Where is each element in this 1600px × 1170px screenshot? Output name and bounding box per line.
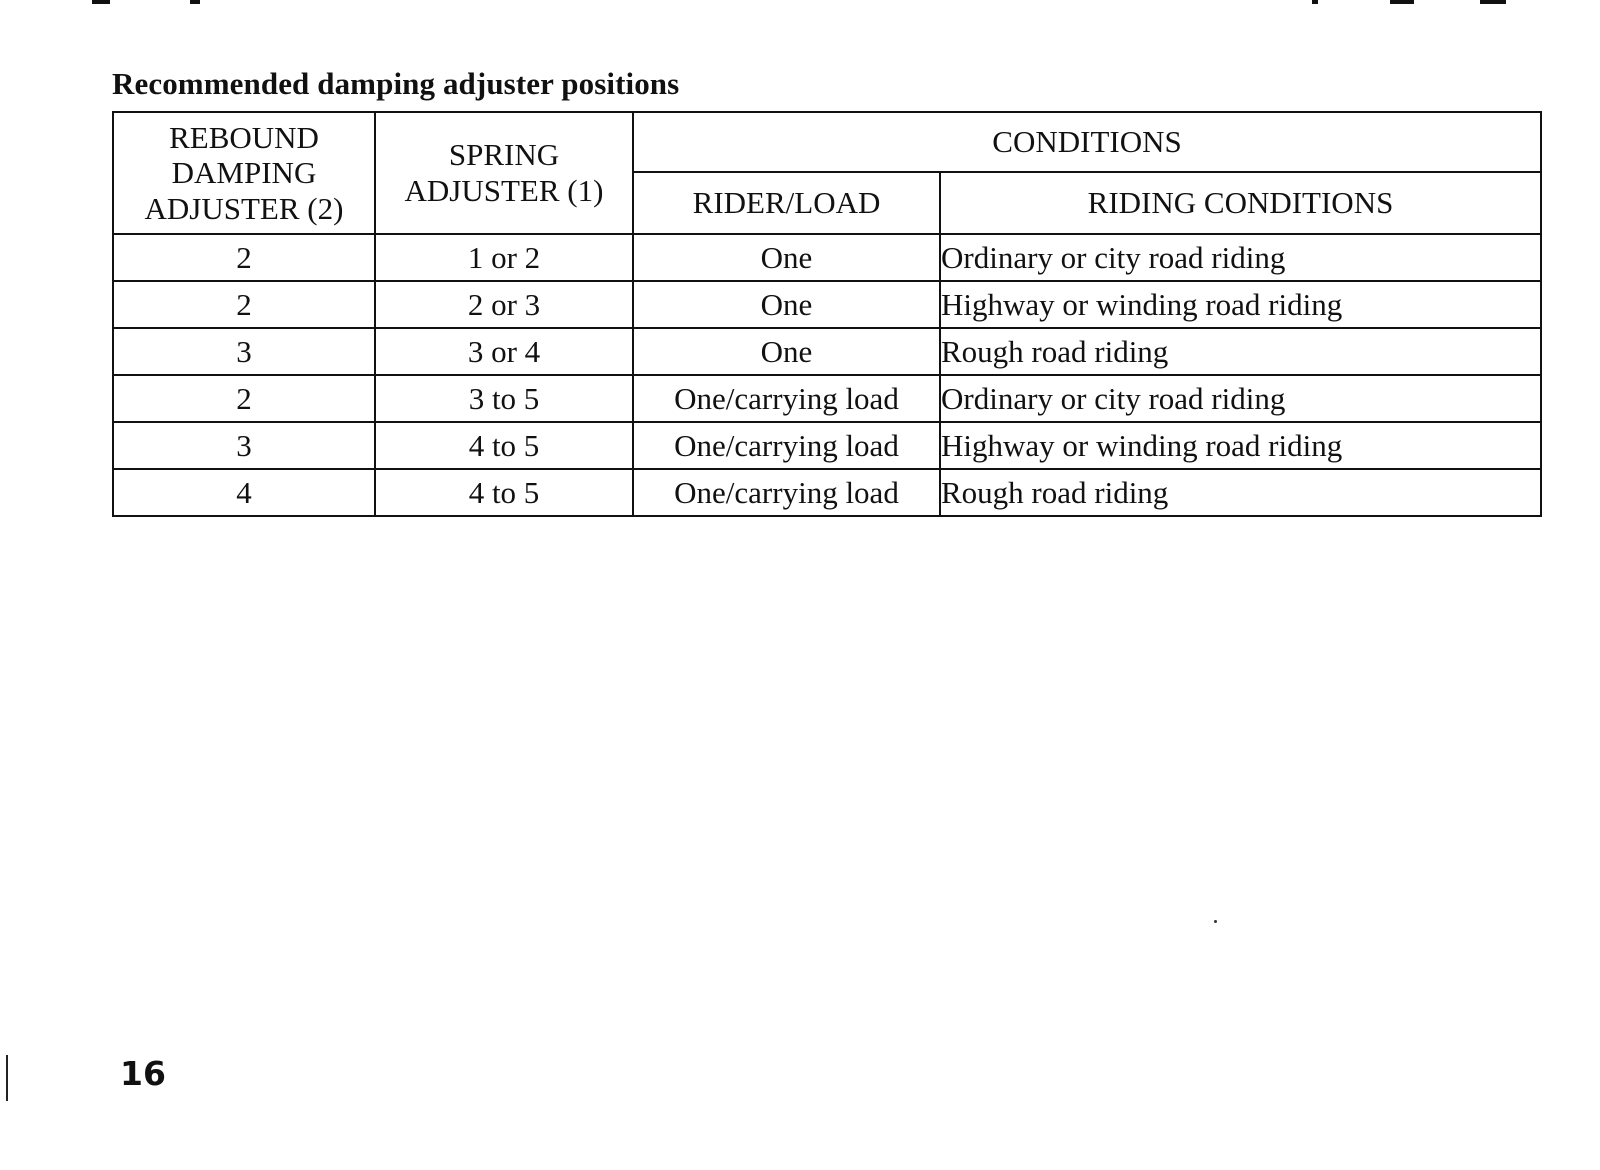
cell-rebound: 2 bbox=[113, 375, 375, 422]
cell-rebound: 2 bbox=[113, 281, 375, 328]
header-rebound-label: REBOUND DAMPING ADJUSTER (2) bbox=[144, 119, 344, 226]
header-riding-conditions: RIDING CONDITIONS bbox=[940, 172, 1541, 234]
table-row bbox=[113, 375, 1541, 422]
table-row bbox=[113, 328, 1541, 375]
cell-rebound: 3 bbox=[113, 422, 375, 469]
scan-speck bbox=[1214, 920, 1217, 923]
header-spring-adjuster bbox=[375, 112, 633, 234]
cell-rider-load: One bbox=[633, 281, 940, 328]
cell-riding-conditions: Rough road riding bbox=[940, 469, 1541, 516]
cell-rebound: 2 bbox=[113, 234, 375, 281]
margin-rule bbox=[6, 1055, 8, 1101]
cell-spring: 3 or 4 bbox=[375, 328, 633, 375]
header-spring-label: SPRING ADJUSTER (1) bbox=[404, 137, 604, 208]
cell-spring: 1 or 2 bbox=[375, 234, 633, 281]
page-number: 16 bbox=[120, 1054, 166, 1093]
cell-riding-conditions: Rough road riding bbox=[940, 328, 1541, 375]
cell-spring: 4 to 5 bbox=[375, 469, 633, 516]
header-rebound-damping-adjuster bbox=[113, 112, 375, 234]
header-conditions: CONDITIONS bbox=[633, 112, 1541, 172]
cell-rebound: 4 bbox=[113, 469, 375, 516]
scan-mark bbox=[1390, 0, 1414, 4]
cell-rider-load: One/carrying load bbox=[633, 469, 940, 516]
cell-riding-conditions: Ordinary or city road riding bbox=[940, 234, 1541, 281]
section-title: Recommended damping adjuster positions bbox=[112, 66, 680, 101]
cell-rider-load: One bbox=[633, 234, 940, 281]
cell-riding-conditions: Highway or winding road riding bbox=[940, 281, 1541, 328]
cell-riding-conditions: Ordinary or city road riding bbox=[940, 375, 1541, 422]
damping-settings-table bbox=[112, 111, 1542, 517]
cell-rider-load: One/carrying load bbox=[633, 422, 940, 469]
table-row bbox=[113, 469, 1541, 516]
cell-spring: 4 to 5 bbox=[375, 422, 633, 469]
cell-spring: 3 to 5 bbox=[375, 375, 633, 422]
header-rider-load: RIDER/LOAD bbox=[633, 172, 940, 234]
scan-mark bbox=[92, 0, 110, 4]
cell-spring: 2 or 3 bbox=[375, 281, 633, 328]
table-row bbox=[113, 234, 1541, 281]
scan-mark bbox=[190, 0, 200, 4]
table-row bbox=[113, 281, 1541, 328]
scan-mark bbox=[1480, 0, 1506, 4]
scan-mark bbox=[1312, 0, 1318, 4]
cell-rider-load: One/carrying load bbox=[633, 375, 940, 422]
cell-riding-conditions: Highway or winding road riding bbox=[940, 422, 1541, 469]
table-header-row bbox=[113, 112, 1541, 172]
table-row bbox=[113, 422, 1541, 469]
cell-rider-load: One bbox=[633, 328, 940, 375]
cell-rebound: 3 bbox=[113, 328, 375, 375]
